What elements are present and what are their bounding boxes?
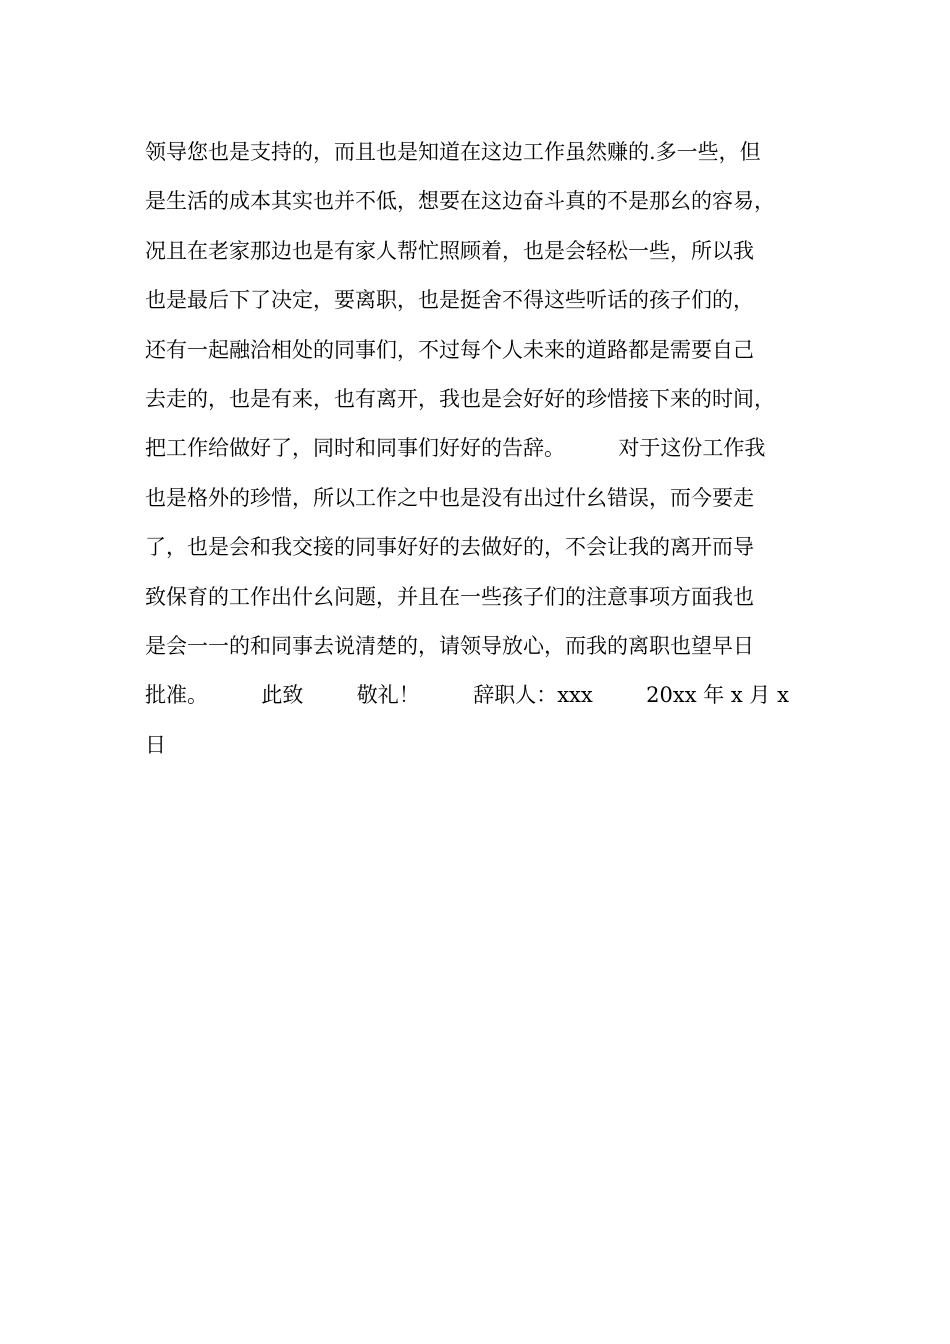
text-line: 领导您也是支持的，而且也是知道在这边工作虽然赚的.多一些，但 xyxy=(145,140,761,164)
text-line: 日 xyxy=(145,732,166,757)
text-line: 还有一起融洽相处的同事们，不过每个人未来的道路都是需要自己 xyxy=(145,337,754,362)
text-line: 致保育的工作出什幺问题，并且在一些孩子们的注意事项方面我也 xyxy=(145,584,754,609)
text-line: 也是最后下了决定，要离职，也是挺舍不得这些听话的孩子们的， xyxy=(145,288,754,313)
text-line: 是生活的成本其实也并不低，想要在这边奋斗真的不是那幺的容易， xyxy=(145,189,775,214)
letter-body xyxy=(145,134,825,776)
text-line: 也是格外的珍惜，所以工作之中也是没有出过什幺错误，而今要走 xyxy=(145,485,754,510)
text-line: 去走的，也是有来，也有离开，我也是会好好的珍惜接下来的时间， xyxy=(145,386,775,411)
text-line: 是会一一的和同事去说清楚的，请领导放心，而我的离职也望早日 xyxy=(145,633,754,658)
text-line: 况且在老家那边也是有家人帮忙照顾着，也是会轻松一些，所以我 xyxy=(145,238,754,263)
text-line: 把工作给做好了，同时和同事们好好的告辞。 对于这份工作我 xyxy=(145,436,766,461)
closing-line: 批准。 此致 敬礼！ 辞职人：xxx 20xx 年 x 月 x xyxy=(145,683,789,708)
text-line: 了，也是会和我交接的同事好好的去做好的，不会让我的离开而导 xyxy=(145,535,754,560)
